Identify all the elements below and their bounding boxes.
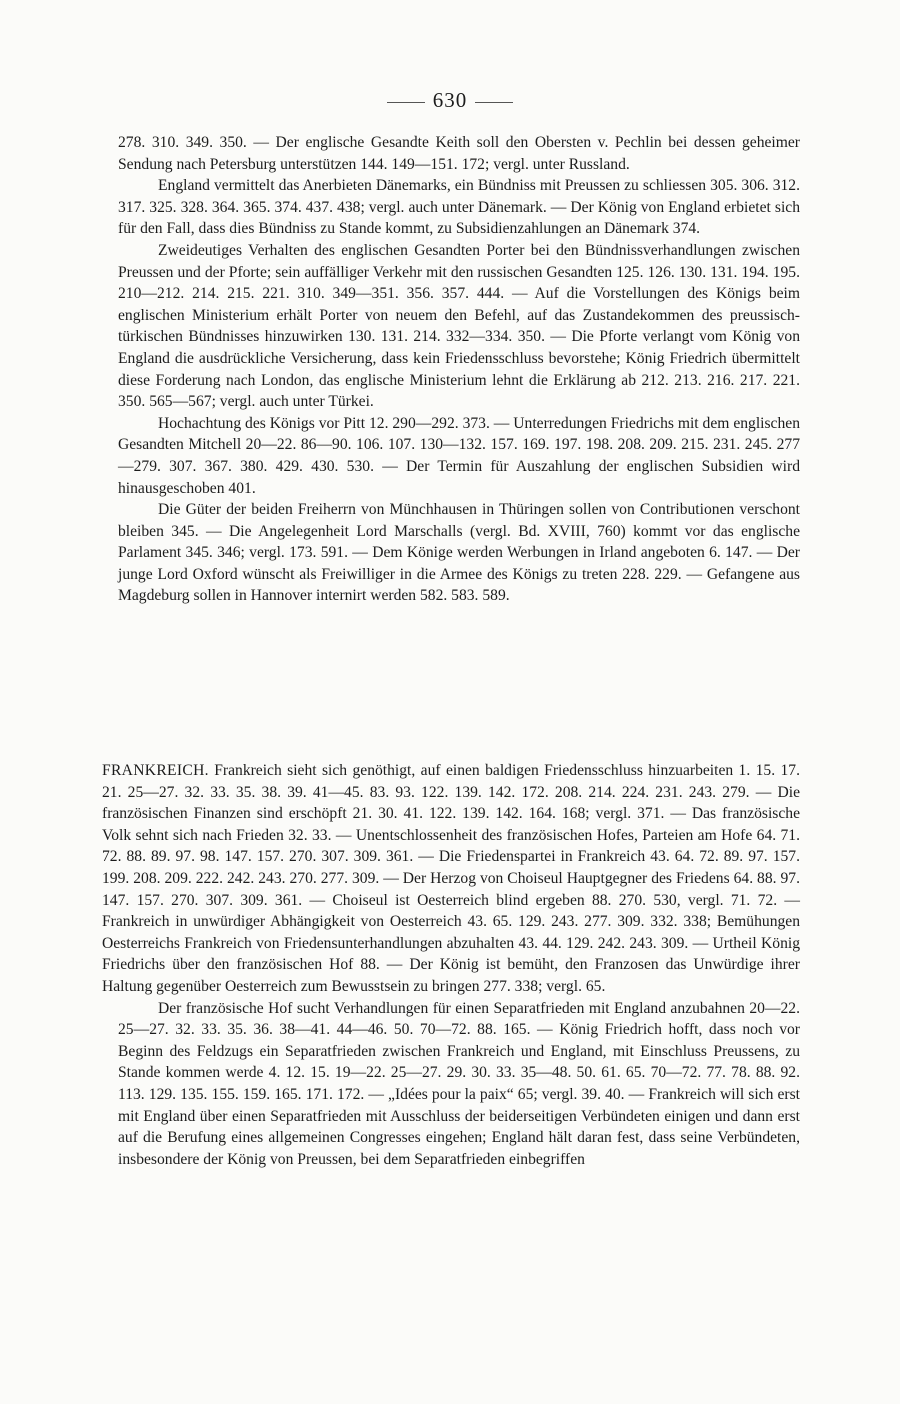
- frankreich-section: [102, 760, 800, 1170]
- paragraph: Zweideutiges Verhalten des englischen Gesandten Porter bei den Bündnissverhandlungen zwischen Preussen und der Pforte; sein auffälliger Verkehr mit den russischen Gesandten 125. 126. 130. 131. 194. 195. 210—212. 214. 215. 221. 310. 349—351. 356. 357. 444. — Auf die Vorstellungen des Königs beim englischen Ministerium erhält Porter von neuem den Befehl, auf das Zustandekommen des preussisch-türkischen Bündnisses hinzuwirken 130. 131. 214. 332—334. 350. — Die Pforte verlangt vom König von England die ausdrückliche Versicherung, dass kein Friedensschluss bevorstehe; König Friedrich übermittelt diese Forderung nach London, das englische Ministerium lehnt die Erklärung ab 212. 213. 216. 217. 221. 350. 565—567; vergl. auch unter Türkei.: [118, 241, 800, 411]
- paragraph: England vermittelt das Anerbieten Dänemarks, ein Bündniss mit Preussen zu schliessen 305. 306. 312. 317. 325. 328. 364. 365. 374. 437. 438; vergl. auch unter Dänemark. — Der König von England erbietet sich für den Fall, dass dies Bündniss zu Stande kommt, zu Subsidienzahlungen an Dänemark 374.: [118, 177, 800, 238]
- paragraph: Die Güter der beiden Freiherrn von Münchhausen in Thüringen sollen von Contributionen verschont bleiben 345. — Die Angelegenheit Lord Marschalls (vergl. Bd. XVIII, 760) kommt vor das englische Parlament 345. 346; vergl. 173. 591. — Dem Könige werden Werbungen in Irland angeboten 6. 147. — Der junge Lord Oxford wünscht als Freiwilliger in die Armee des Königs zu treten 228. 229. — Gefangene aus Magdeburg sollen in Hannover internirt werden 582. 583. 589.: [118, 501, 800, 605]
- page-header: [0, 88, 900, 113]
- paragraph: Hochachtung des Königs vor Pitt 12. 290—292. 373. — Unterredungen Friedrichs mit dem englischen Gesandten Mitchell 20—22. 86—90. 106. 107. 130—132. 157. 169. 197. 198. 208. 209. 215. 231. 245. 277—279. 307. 367. 380. 429. 430. 530. — Der Termin für Auszahlung der englischen Subsidien wird hinausgeschoben 401.: [118, 414, 800, 497]
- england-section: [118, 132, 800, 607]
- section-heading: FRANKREICH.: [102, 762, 209, 779]
- paragraph-text: Frankreich sieht sich genöthigt, auf einen baldigen Friedensschluss hinzuarbeiten 1. 15. 17. 21. 25—27. 32. 33. 35. 38. 39. 41—45. 83. 93. 122. 139. 142. 172. 208. 214. 224. 231. 243. 279. — Die französischen Finanzen sind erschöpft 21. 30. 41. 122. 139. 142. 164. 168; vergl. 371. — Das französische Volk sehnt sich nach Frieden 32. 33. — Unentschlossenheit des französischen Hofes, Parteien am Hofe 64. 71. 72. 88. 89. 97. 98. 147. 157. 270. 307. 309. 361. — Die Friedenspartei in Frankreich 43. 64. 72. 89. 97. 157. 199. 208. 209. 222. 242. 243. 270. 277. 309. — Der Herzog von Choiseul Hauptgegner des Friedens 64. 88. 97. 147. 157. 270. 307. 309. 361. — Choiseul ist Oesterreich blind ergeben 88. 270. 530, vergl. 71. 72. — Frankreich in unwürdiger Abhängigkeit von Oesterreich 43. 65. 129. 243. 277. 309. 332. 338; Bemühungen Oesterreichs Frankreich von Friedensunterhandlungen abzuhalten 43. 44. 129. 242. 243. 309. — Urtheil König Friedrichs über den französischen Hof 88. — Der König ist bemüht, den Franzosen das Unwürdige ihrer Haltung gegenüber Oesterreich zum Bewusstsein zu bringen 277. 338; vergl. 65.: [102, 762, 800, 995]
- header-rule-left: [387, 102, 425, 103]
- paragraph: 278. 310. 349. 350. — Der englische Gesandte Keith soll den Obersten v. Pechlin bei dessen geheimer Sendung nach Petersburg unterstützen 144. 149—151. 172; vergl. unter Russland.: [118, 134, 800, 173]
- paragraph: Der französische Hof sucht Verhandlungen für einen Separatfrieden mit England anzubahnen 20—22. 25—27. 32. 33. 35. 36. 38—41. 44—46. 50. 70—72. 88. 165. — König Friedrich hofft, dass noch vor Beginn des Feldzugs ein Separatfrieden zwischen Frankreich und England, mit Einschluss Preussens, zu Stande kommen werde 4. 12. 15. 19—22. 25—27. 29. 30. 33. 35—48. 50. 61. 65. 70—72. 77. 78. 88. 92. 113. 129. 135. 155. 159. 165. 171. 172. — „Idées pour la paix“ 65; vergl. 39. 40. — Frankreich will sich erst mit England über einen Separatfrieden mit Ausschluss der beiderseitigen Verbündeten einigen und dann erst auf die Berufung eines allgemeinen Congresses eingehen; England hält daran fest, dass seine Verbündeten, insbesondere der König von Preussen, bei dem Separatfrieden einbegriffen: [118, 999, 800, 1168]
- paragraph: [102, 760, 800, 998]
- page-number: 630: [432, 88, 468, 112]
- header-rule-right: [475, 102, 513, 103]
